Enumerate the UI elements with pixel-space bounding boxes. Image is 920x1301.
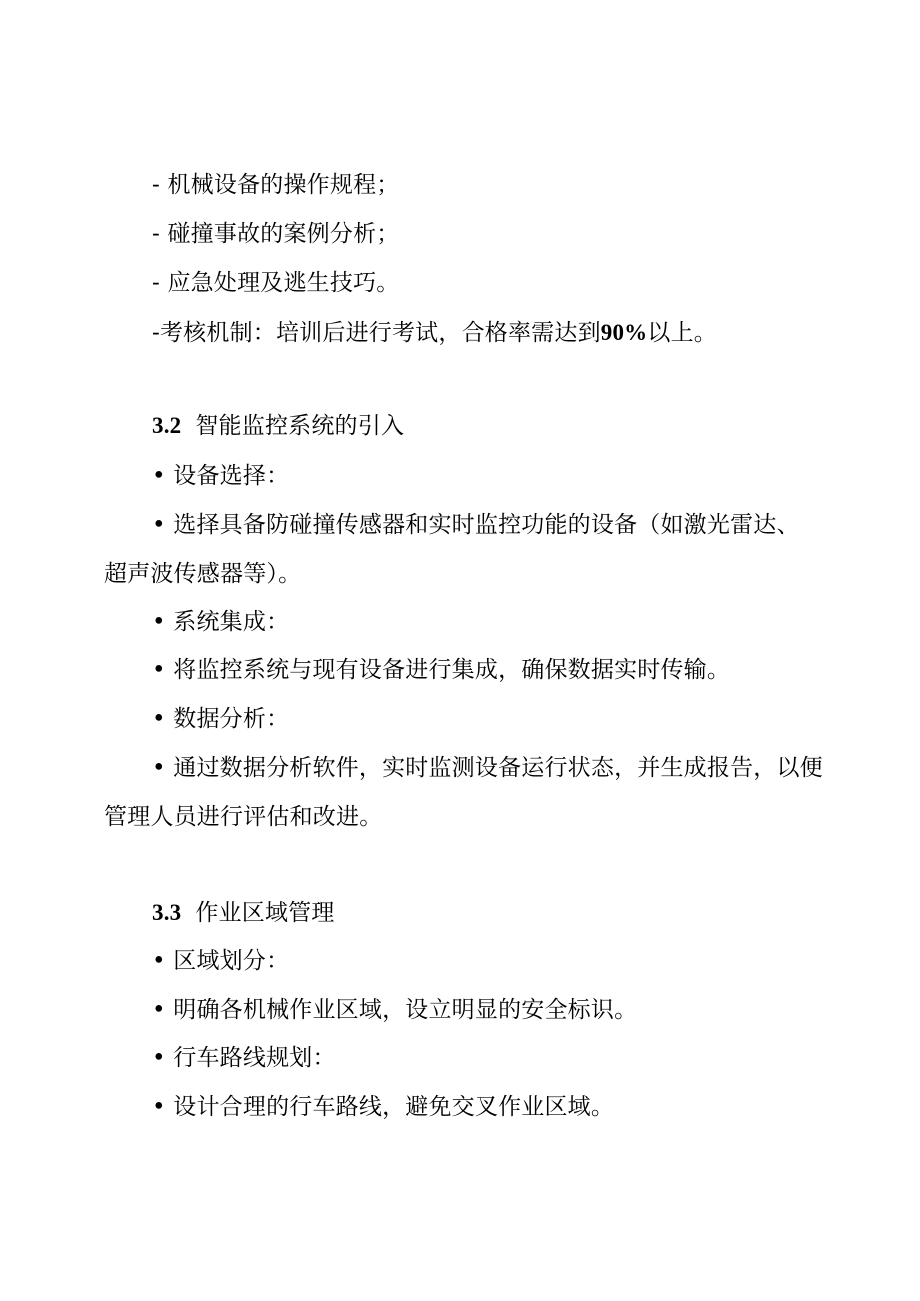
assessment-value: 90% <box>600 320 648 345</box>
data-analysis-label: • 数据分析： <box>152 706 290 732</box>
route-planning-desc: • 设计合理的行车路线，避免交叉作业区域。 <box>152 1094 615 1120</box>
data-analysis-desc-line2: 管理人员进行评估和改进。 <box>104 804 383 830</box>
system-integration-desc: • 将监控系统与现有设备进行集成，确保数据实时传输。 <box>152 657 731 683</box>
section-3-2-heading <box>152 411 404 441</box>
training-item-operation-rules: - 机械设备的操作规程； <box>152 172 400 198</box>
route-planning-label: • 行车路线规划： <box>152 1045 336 1071</box>
section-3-3-number: 3.3 <box>152 900 182 925</box>
zone-division-desc: • 明确各机械作业区域，设立明显的安全标识。 <box>152 997 638 1023</box>
system-integration-label: • 系统集成： <box>152 609 290 635</box>
device-selection-desc-line1: • 选择具备防碰撞传感器和实时监控功能的设备（如激光雷达、 <box>152 512 800 538</box>
assessment-prefix: -考核机制：培训后进行考试，合格率需达到 <box>152 320 601 346</box>
section-3-2-title: 智能监控系统的引入 <box>195 413 405 439</box>
section-3-3-title: 作业区域管理 <box>195 900 335 926</box>
assessment-line <box>152 318 717 348</box>
section-3-3-heading <box>152 898 335 928</box>
data-analysis-desc-line1: • 通过数据分析软件，实时监测设备运行状态，并生成报告，以便 <box>152 755 823 781</box>
device-selection-desc-line2: 超声波传感器等）。 <box>104 561 302 587</box>
section-3-2-number: 3.2 <box>152 413 182 438</box>
training-item-emergency: - 应急处理及逃生技巧。 <box>152 270 400 296</box>
assessment-suffix: 以上。 <box>647 320 717 346</box>
device-selection-label: • 设备选择： <box>152 463 290 489</box>
zone-division-label: • 区域划分： <box>152 948 290 974</box>
training-item-case-analysis: - 碰撞事故的案例分析； <box>152 221 400 247</box>
